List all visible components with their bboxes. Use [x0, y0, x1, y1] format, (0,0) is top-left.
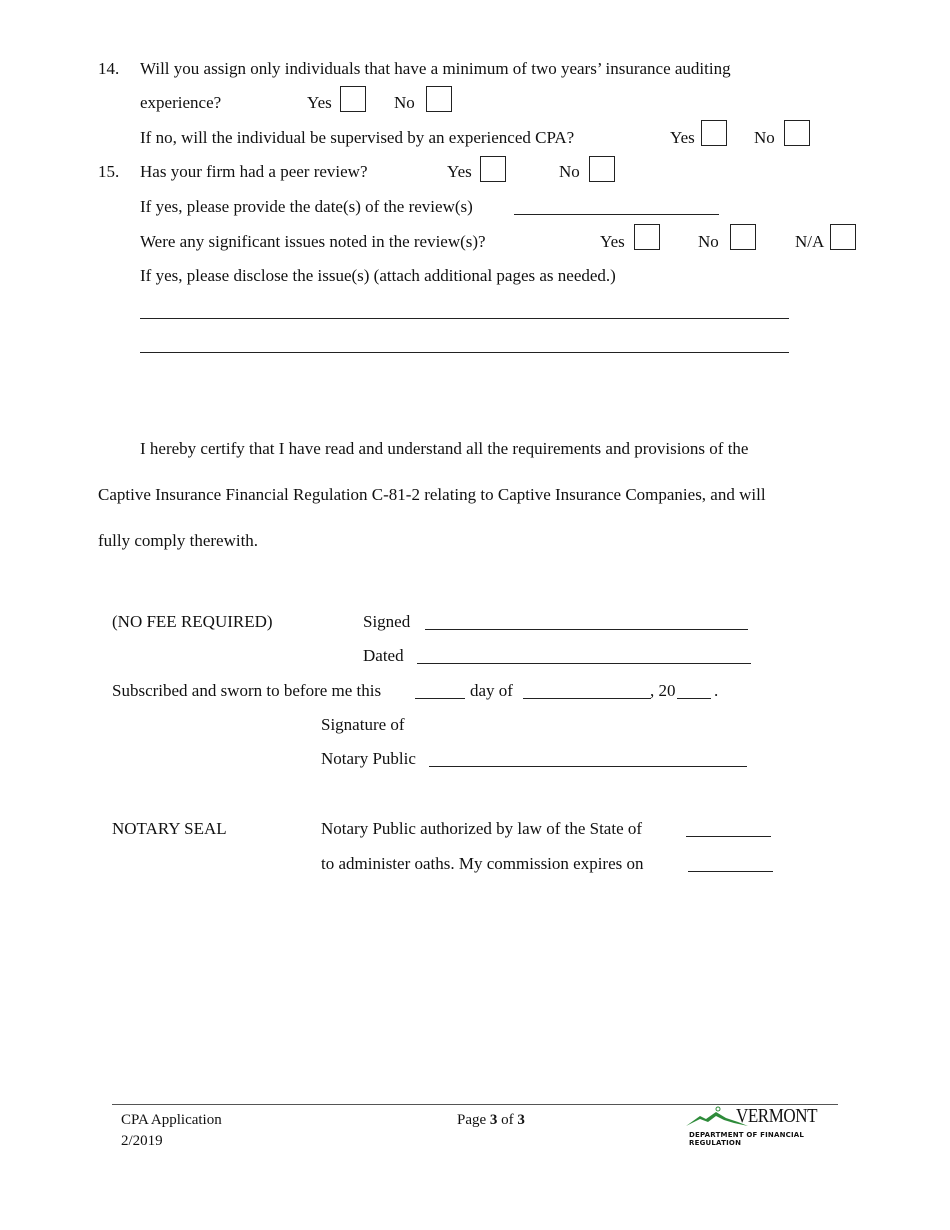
page-of: of	[501, 1112, 514, 1128]
page-total: 3	[517, 1112, 525, 1128]
notary-state-text: Notary Public authorized by law of the State of	[321, 819, 643, 838]
dated-field[interactable]	[417, 663, 751, 664]
no-fee-label: (NO FEE REQUIRED)	[112, 612, 273, 631]
q15-issues-no-checkbox[interactable]	[730, 224, 756, 250]
notary-signature-field[interactable]	[429, 766, 747, 767]
q15-yes-label: Yes	[447, 162, 472, 181]
notary-public-label: Notary Public	[321, 749, 416, 768]
q14-followup-no-label: No	[754, 128, 775, 147]
signed-label: Signed	[363, 612, 411, 631]
q15-disclose-line-2[interactable]	[140, 352, 789, 353]
q14-no-label: No	[394, 93, 415, 112]
notary-commission-text: to administer oaths. My commission expires on	[321, 854, 644, 873]
question-15-number: 15.	[98, 162, 120, 181]
certification-line-1: I hereby certify that I have read and understand all the requirements and provisions of the	[140, 439, 749, 458]
q15-disclose-line-1[interactable]	[140, 318, 789, 319]
q15-issues-na-checkbox[interactable]	[830, 224, 856, 250]
notary-seal-label: NOTARY SEAL	[112, 819, 227, 838]
q14-yes-checkbox[interactable]	[340, 86, 366, 112]
q14-followup-yes-checkbox[interactable]	[701, 120, 727, 146]
q15-disclose-prompt: If yes, please disclose the issue(s) (attach additional pages as needed.)	[140, 266, 616, 285]
dated-label: Dated	[363, 646, 404, 665]
sworn-text-3: , 20	[650, 681, 676, 700]
sworn-text-1: Subscribed and sworn to before me this	[112, 681, 382, 700]
q15-issues-question: Were any significant issues noted in the review(s)?	[140, 232, 486, 251]
q15-issues-na-label: N/A	[795, 232, 825, 251]
certification-line-2: Captive Insurance Financial Regulation C-81-2 relating to Captive Insurance Companies, and will	[98, 485, 766, 504]
signature-of-label: Signature of	[321, 715, 405, 734]
q15-no-checkbox[interactable]	[589, 156, 615, 182]
q15-issues-yes-checkbox[interactable]	[634, 224, 660, 250]
sworn-day-field[interactable]	[415, 698, 465, 699]
q15-issues-no-label: No	[698, 232, 719, 251]
q14-followup-text: If no, will the individual be supervised by an experienced CPA?	[140, 128, 575, 147]
question-14-text: Will you assign only individuals that have a minimum of two years’ insurance auditing	[140, 59, 731, 78]
q15-yes-checkbox[interactable]	[480, 156, 506, 182]
q14-followup-no-checkbox[interactable]	[784, 120, 810, 146]
notary-commission-field[interactable]	[688, 871, 773, 872]
sworn-text-2: day of	[470, 681, 513, 700]
q14-followup-yes-label: Yes	[670, 128, 695, 147]
q15-dates-prompt: If yes, please provide the date(s) of the review(s)	[140, 197, 473, 216]
sworn-year-field[interactable]	[677, 698, 711, 699]
footer-form-date: 2/2019	[121, 1133, 163, 1149]
q15-no-label: No	[559, 162, 580, 181]
q15-review-dates-field[interactable]	[514, 214, 719, 215]
question-14-number: 14.	[98, 59, 120, 78]
footer-page-number	[457, 1110, 525, 1130]
logo-department-text: DEPARTMENT OF FINANCIAL REGULATION	[689, 1131, 805, 1147]
page-current: 3	[489, 1112, 498, 1128]
page-label: Page	[457, 1112, 487, 1128]
sworn-month-field[interactable]	[523, 698, 651, 699]
question-14-text-cont: experience?	[140, 93, 222, 112]
signed-field[interactable]	[425, 629, 748, 630]
sworn-end: .	[714, 681, 719, 700]
notary-state-field[interactable]	[686, 836, 771, 837]
footer-form-name: CPA Application	[121, 1112, 222, 1128]
question-15-text: Has your firm had a peer review?	[140, 162, 368, 181]
logo-vermont-text: VERMONT	[736, 1105, 818, 1127]
q14-yes-label: Yes	[307, 93, 332, 112]
vermont-dfr-logo	[686, 1104, 836, 1147]
q15-issues-yes-label: Yes	[600, 232, 625, 251]
q14-no-checkbox[interactable]	[426, 86, 452, 112]
certification-line-3: fully comply therewith.	[98, 531, 259, 550]
